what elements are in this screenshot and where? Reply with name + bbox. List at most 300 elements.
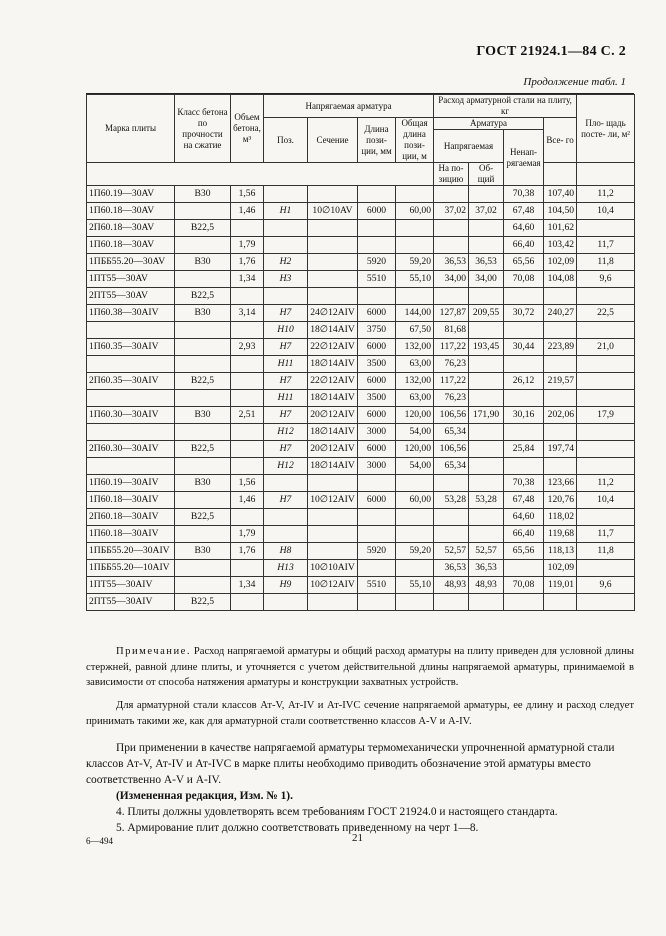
cell-pos-length: 3750 [358,322,396,339]
cell-vsego: 219,57 [544,373,577,390]
cell-total-length: 60,00 [396,203,434,220]
cell-mark: 2ПТ55—30AIV [87,594,175,611]
col-group-prestressed: Напрягаемая арматура [264,95,434,118]
cell-pos-length: 6000 [358,492,396,509]
cell-per-pos: 36,53 [434,254,469,271]
cell-pos-length: 6000 [358,441,396,458]
cell-pos-length [358,526,396,543]
cell-total-length: 63,00 [396,390,434,407]
cell-mark: 1ПББ55.20—30AV [87,254,175,271]
table-row [87,543,635,560]
cell-class [175,237,231,254]
cell-mark: 1П60.19—30AV [87,186,175,203]
cell-vsego: 107,40 [544,186,577,203]
cell-total-length: 54,00 [396,458,434,475]
cell-pos: H7 [264,339,308,356]
cell-class: B22,5 [175,441,231,458]
cell-total: 48,93 [469,577,504,594]
cell-volume: 1,34 [231,577,264,594]
cell-section: 10∅10AV [308,203,358,220]
table-row [87,288,635,305]
cell-area: 21,0 [577,339,635,356]
note-label: Примечание. [116,646,191,657]
cell-total [469,237,504,254]
cell-class [175,322,231,339]
cell-nenapr: 30,72 [504,305,544,322]
cell-nenapr [504,424,544,441]
cell-pos-length [358,237,396,254]
cell-section [308,271,358,288]
cell-mark [87,356,175,373]
cell-volume: 1,79 [231,526,264,543]
cell-total [469,186,504,203]
cell-vsego [544,390,577,407]
cell-section: 22∅12AIV [308,339,358,356]
cell-section: 18∅14AIV [308,458,358,475]
col-pos-length: Длина пози- ции, мм [358,118,396,163]
cell-mark: 1П60.18—30AV [87,203,175,220]
cell-volume: 1,56 [231,475,264,492]
cell-class: B30 [175,407,231,424]
col-volume: Объем бетона, м³ [231,95,264,163]
cell-pos: H11 [264,356,308,373]
cell-section: 18∅14AIV [308,390,358,407]
cell-total [469,594,504,611]
cell-mark: 1П60.30—30AIV [87,407,175,424]
cell-pos [264,594,308,611]
cell-section [308,594,358,611]
cell-total-length: 63,00 [396,356,434,373]
item-5: 5. Армирование плит должно соответствовать приведенному на черт 1—8. [116,822,479,834]
cell-area: 11,8 [577,543,635,560]
cell-pos [264,186,308,203]
cell-pos: H7 [264,492,308,509]
cell-class: B30 [175,186,231,203]
cell-nenapr: 25,84 [504,441,544,458]
cell-area [577,322,635,339]
table-row [87,356,635,373]
cell-volume [231,390,264,407]
cell-area [577,509,635,526]
col-total: Об- щий [469,163,504,186]
table-continuation-label: Продолжение табл. 1 [523,76,626,88]
cell-pos: H11 [264,390,308,407]
cell-section [308,186,358,203]
table-row [87,254,635,271]
cell-pos [264,509,308,526]
cell-vsego [544,424,577,441]
table-body [87,186,635,611]
cell-total: 36,53 [469,254,504,271]
cell-nenapr: 70,08 [504,577,544,594]
cell-section: 18∅14AIV [308,322,358,339]
cell-area [577,594,635,611]
cell-total-length: 120,00 [396,407,434,424]
header-spacer [87,163,434,186]
cell-nenapr: 66,40 [504,526,544,543]
table-row [87,322,635,339]
cell-mark [87,390,175,407]
cell-volume: 2,51 [231,407,264,424]
table-row [87,407,635,424]
cell-nenapr: 26,12 [504,373,544,390]
cell-mark: 2ПТ55—30AV [87,288,175,305]
cell-per-pos [434,475,469,492]
cell-total-length [396,237,434,254]
cell-total [469,509,504,526]
cell-pos [264,220,308,237]
cell-total [469,373,504,390]
cell-pos-length: 3000 [358,458,396,475]
table-row [87,475,635,492]
cell-mark [87,322,175,339]
cell-section: 10∅12AIV [308,577,358,594]
cell-per-pos: 81,68 [434,322,469,339]
cell-nenapr [504,458,544,475]
cell-pos-length: 5510 [358,271,396,288]
cell-pos-length: 3500 [358,390,396,407]
cell-total [469,526,504,543]
cell-area [577,288,635,305]
cell-class [175,339,231,356]
cell-volume: 1,76 [231,543,264,560]
cell-volume: 3,14 [231,305,264,322]
cell-area: 11,7 [577,237,635,254]
cell-vsego: 104,50 [544,203,577,220]
cell-mark: 1П60.35—30AIV [87,339,175,356]
cell-section [308,254,358,271]
cell-volume: 1,76 [231,254,264,271]
cell-pos [264,475,308,492]
cell-pos-length: 6000 [358,305,396,322]
cell-area [577,560,635,577]
cell-area [577,220,635,237]
cell-per-pos: 36,53 [434,560,469,577]
cell-pos-length: 3000 [358,424,396,441]
cell-volume: 1,34 [231,271,264,288]
cell-area: 22,5 [577,305,635,322]
col-group-armatura: Арматура [434,118,544,130]
col-vsego: Все- го [544,118,577,163]
cell-nenapr [504,288,544,305]
cell-volume [231,560,264,577]
cell-pos-length: 5920 [358,254,396,271]
col-group-napr: Напрягаемая [434,130,504,163]
cell-per-pos: 127,87 [434,305,469,322]
cell-volume [231,356,264,373]
cell-volume: 1,79 [231,237,264,254]
cell-vsego [544,594,577,611]
cell-section: 18∅14AIV [308,356,358,373]
cell-nenapr: 70,38 [504,475,544,492]
cell-mark: 1П60.18—30AIV [87,492,175,509]
table-row [87,339,635,356]
cell-mark: 2П60.30—30AIV [87,441,175,458]
cell-section [308,526,358,543]
cell-per-pos: 53,28 [434,492,469,509]
cell-mark: 1ПББ55.20—10AIV [87,560,175,577]
cell-per-pos: 76,23 [434,390,469,407]
cell-volume [231,322,264,339]
cell-nenapr: 30,44 [504,339,544,356]
cell-per-pos: 48,93 [434,577,469,594]
cell-total: 53,28 [469,492,504,509]
cell-area [577,373,635,390]
cell-area: 9,6 [577,271,635,288]
cell-section: 20∅12AIV [308,407,358,424]
cell-pos-length [358,475,396,492]
cell-nenapr: 66,40 [504,237,544,254]
cell-pos: H9 [264,577,308,594]
cell-nenapr: 64,60 [504,220,544,237]
cell-pos-length: 5510 [358,577,396,594]
cell-section [308,220,358,237]
cell-total: 36,53 [469,560,504,577]
cell-pos-length [358,594,396,611]
note-paragraph-2: Для арматурной стали классов Ат-V, Ат-IV и Ат-IVC сечение напрягаемой арматуры, ее длину и расход следует принимать такими же, как для арматурной стали соответственно классов A-V и A-IV. [86,700,634,727]
cell-pos: H1 [264,203,308,220]
cell-mark: 1П60.18—30AV [87,237,175,254]
reinforcement-table [86,94,635,611]
cell-total-length [396,475,434,492]
cell-vsego: 202,06 [544,407,577,424]
cell-pos-length [358,509,396,526]
table-header [87,95,635,186]
cell-nenapr: 70,08 [504,271,544,288]
cell-per-pos [434,526,469,543]
table-row [87,220,635,237]
cell-volume [231,509,264,526]
cell-mark: 1П60.38—30AIV [87,305,175,322]
cell-pos: H12 [264,458,308,475]
cell-per-pos [434,594,469,611]
col-pos: Поз. [264,118,308,163]
cell-class [175,458,231,475]
cell-per-pos [434,288,469,305]
cell-total [469,288,504,305]
header-spacer-3 [577,163,635,186]
cell-pos: H7 [264,407,308,424]
table-row [87,594,635,611]
cell-vsego: 102,09 [544,254,577,271]
cell-total-length: 59,20 [396,254,434,271]
cell-pos: H7 [264,441,308,458]
page-number: 21 [352,832,363,844]
cell-class: B30 [175,475,231,492]
cell-section: 10∅10AIV [308,560,358,577]
cell-pos-length: 5920 [358,543,396,560]
cell-total-length [396,509,434,526]
cell-vsego: 119,01 [544,577,577,594]
cell-volume [231,220,264,237]
cell-area: 9,6 [577,577,635,594]
table-row [87,526,635,543]
cell-mark: 1П60.18—30AIV [87,526,175,543]
cell-total-length: 55,10 [396,271,434,288]
cell-total [469,322,504,339]
cell-area: 11,2 [577,475,635,492]
table-row [87,271,635,288]
cell-vsego: 103,42 [544,237,577,254]
cell-section [308,509,358,526]
amendment-note: (Измененная редакция, Изм. № 1). [116,790,293,802]
cell-total-length: 67,50 [396,322,434,339]
cell-pos-length: 6000 [358,339,396,356]
cell-per-pos [434,509,469,526]
cell-area: 11,2 [577,186,635,203]
col-nenapr: Ненап- рягаемая [504,130,544,186]
cell-volume [231,424,264,441]
cell-area: 10,4 [577,203,635,220]
cell-total-length: 144,00 [396,305,434,322]
cell-per-pos [434,220,469,237]
cell-pos-length: 6000 [358,373,396,390]
cell-pos [264,526,308,543]
cell-volume [231,373,264,390]
cell-class [175,203,231,220]
cell-pos: H7 [264,373,308,390]
cell-nenapr [504,322,544,339]
cell-total-length: 59,20 [396,543,434,560]
cell-nenapr: 67,48 [504,203,544,220]
cell-per-pos: 106,56 [434,441,469,458]
col-area: Пло- щадь посте- ли, м² [577,95,635,163]
cell-total-length [396,526,434,543]
cell-area [577,458,635,475]
cell-class: B22,5 [175,220,231,237]
cell-mark: 1ПТ55—30AIV [87,577,175,594]
cell-area [577,356,635,373]
cell-nenapr: 65,56 [504,254,544,271]
cell-per-pos: 76,23 [434,356,469,373]
cell-mark: 1П60.19—30AIV [87,475,175,492]
cell-per-pos [434,186,469,203]
cell-total [469,458,504,475]
cell-total: 37,02 [469,203,504,220]
cell-volume [231,594,264,611]
cell-pos-length: 3500 [358,356,396,373]
cell-volume: 1,56 [231,186,264,203]
cell-total [469,356,504,373]
cell-total-length [396,594,434,611]
cell-pos [264,288,308,305]
cell-area: 11,8 [577,254,635,271]
cell-per-pos: 65,34 [434,424,469,441]
cell-total-length: 60,00 [396,492,434,509]
table-row [87,373,635,390]
cell-vsego [544,322,577,339]
cell-class [175,492,231,509]
table-row [87,577,635,594]
cell-total-length: 55,10 [396,577,434,594]
cell-nenapr [504,356,544,373]
table-row [87,441,635,458]
footer-code: 6—494 [86,836,113,846]
note-paragraph-1 [86,644,634,691]
cell-total-length: 132,00 [396,373,434,390]
cell-nenapr: 30,16 [504,407,544,424]
cell-vsego: 120,76 [544,492,577,509]
table-row [87,560,635,577]
col-total-length: Общая длина пози- ции, м [396,118,434,163]
cell-total-length: 132,00 [396,339,434,356]
cell-total: 171,90 [469,407,504,424]
body-paragraph-1: При применении в качестве напрягаемой арматуры термомеханически упрочненной арматурной стали классов Ат-V, Ат-IV и Ат-IVC в марке плиты необходимо приводить обозначение этой арматуры вместо соответственно A-V и A-IV. [86,742,615,786]
cell-total: 209,55 [469,305,504,322]
cell-class: B22,5 [175,509,231,526]
cell-area: 10,4 [577,492,635,509]
cell-class [175,560,231,577]
table-row [87,305,635,322]
table-row [87,509,635,526]
cell-per-pos: 37,02 [434,203,469,220]
cell-class: B22,5 [175,373,231,390]
cell-vsego [544,356,577,373]
cell-section: 18∅14AIV [308,424,358,441]
cell-per-pos: 117,22 [434,339,469,356]
cell-section [308,237,358,254]
cell-per-pos [434,237,469,254]
cell-mark: 1ПТ55—30AV [87,271,175,288]
table-row [87,237,635,254]
cell-section [308,288,358,305]
cell-mark: 1ПББ55.20—30AIV [87,543,175,560]
cell-volume: 2,93 [231,339,264,356]
cell-nenapr [504,594,544,611]
cell-volume [231,288,264,305]
cell-total-length [396,220,434,237]
cell-vsego [544,288,577,305]
cell-volume [231,458,264,475]
cell-pos-length [358,288,396,305]
cell-vsego: 118,13 [544,543,577,560]
cell-total: 52,57 [469,543,504,560]
cell-vsego: 104,08 [544,271,577,288]
col-section: Сечение [308,118,358,163]
cell-area [577,424,635,441]
table-row [87,424,635,441]
cell-mark: 2П60.35—30AIV [87,373,175,390]
cell-vsego: 101,62 [544,220,577,237]
table-row [87,492,635,509]
cell-class [175,390,231,407]
cell-volume [231,441,264,458]
cell-total [469,220,504,237]
cell-pos: H2 [264,254,308,271]
cell-section: 24∅12AIV [308,305,358,322]
cell-total-length [396,186,434,203]
cell-per-pos: 65,34 [434,458,469,475]
cell-section [308,543,358,560]
cell-vsego: 197,74 [544,441,577,458]
cell-pos: H10 [264,322,308,339]
cell-class: B30 [175,543,231,560]
table-row [87,186,635,203]
cell-per-pos: 117,22 [434,373,469,390]
cell-per-pos: 34,00 [434,271,469,288]
cell-area [577,441,635,458]
cell-pos-length: 6000 [358,407,396,424]
cell-area: 11,7 [577,526,635,543]
cell-nenapr: 67,48 [504,492,544,509]
cell-nenapr: 64,60 [504,509,544,526]
cell-area [577,390,635,407]
cell-mark: 2П60.18—30AIV [87,509,175,526]
item-4: 4. Плиты должны удовлетворять всем требованиям ГОСТ 21924.0 и настоящего стандарта. [116,806,558,818]
table-row [87,458,635,475]
cell-section: 22∅12AIV [308,373,358,390]
cell-volume: 1,46 [231,492,264,509]
